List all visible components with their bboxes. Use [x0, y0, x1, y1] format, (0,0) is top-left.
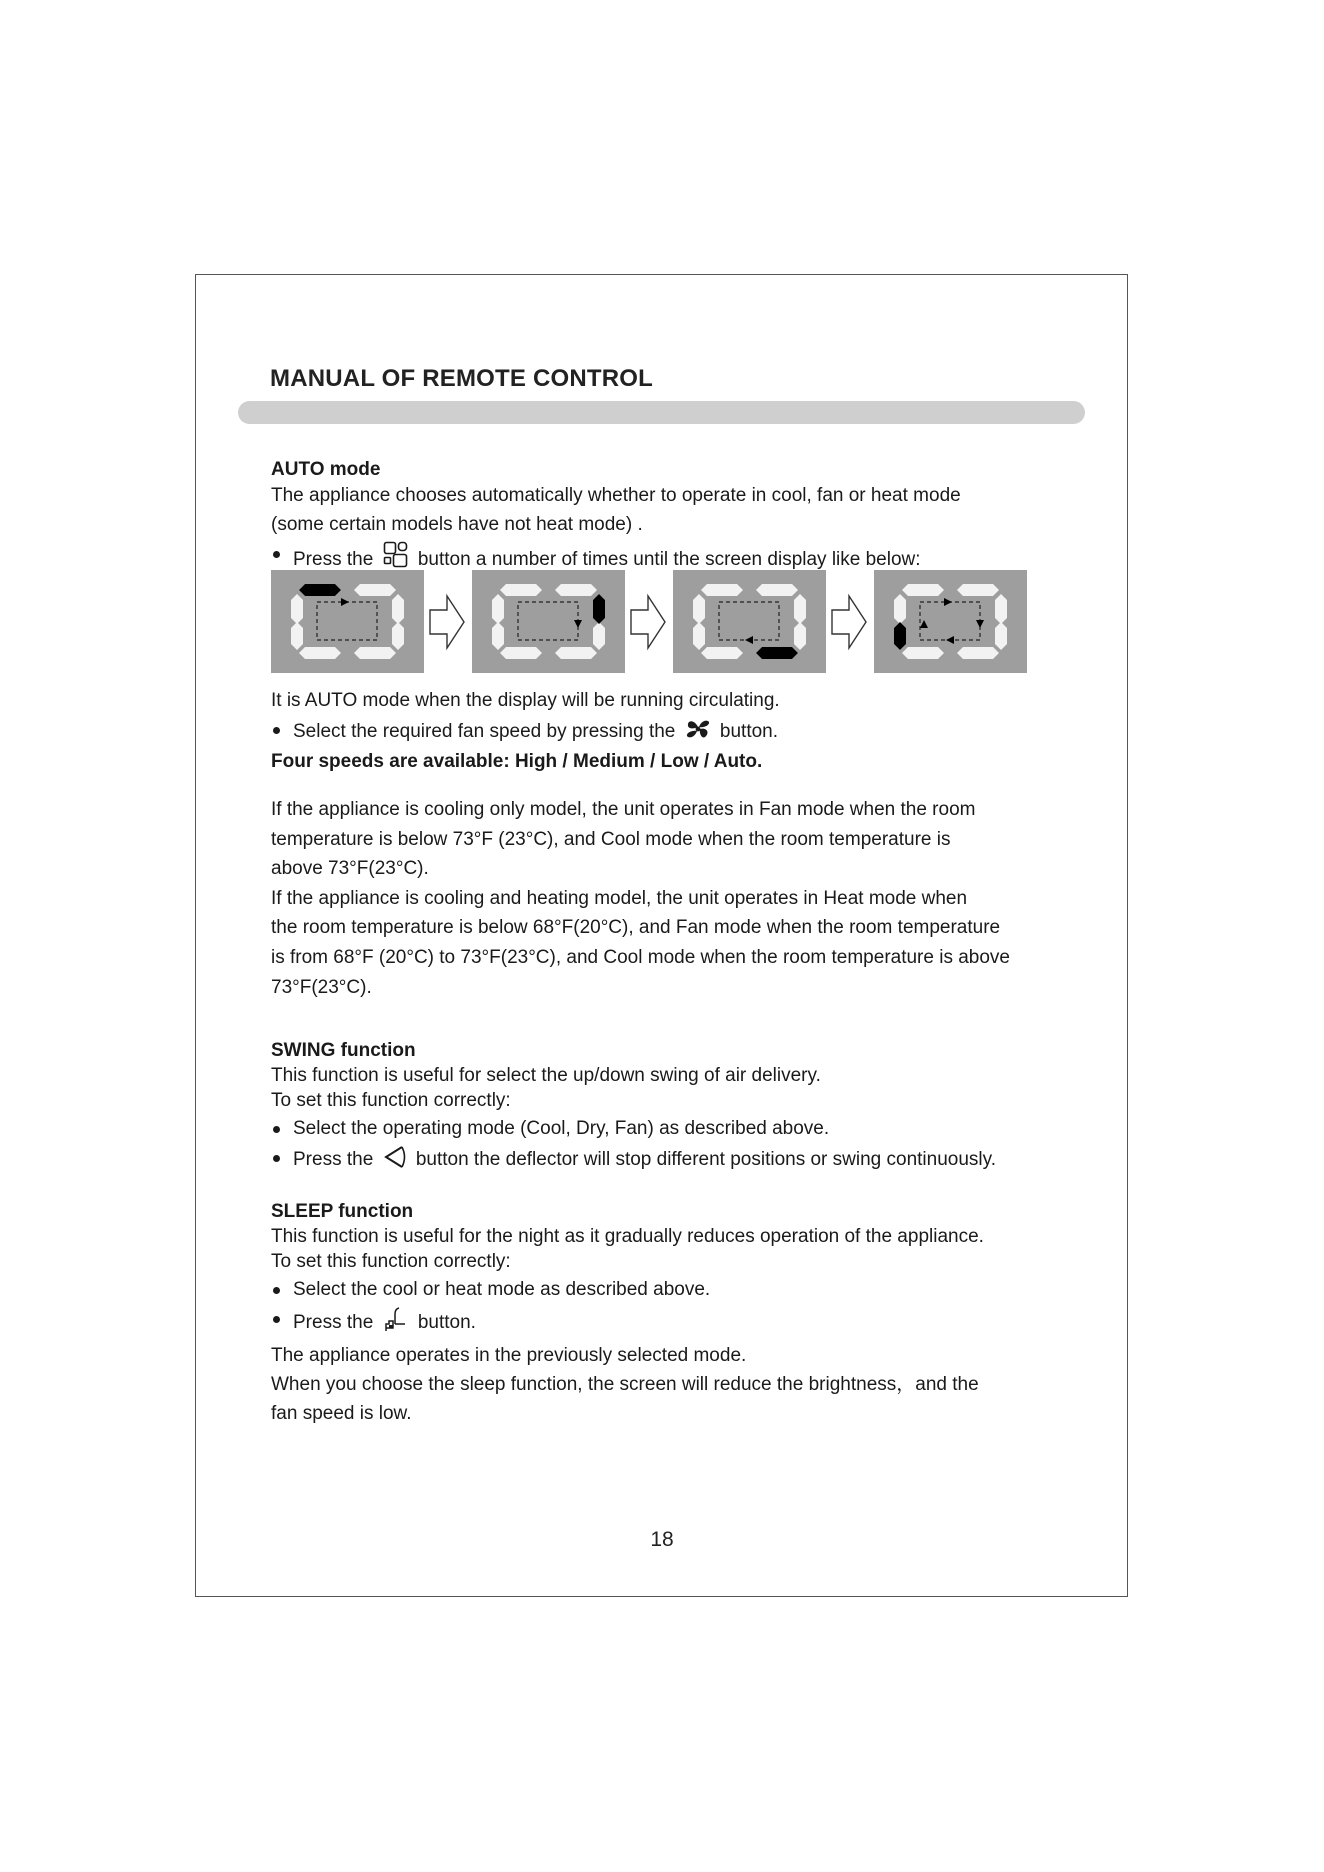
flow-arrow-2: [628, 592, 668, 652]
cooling-only-line-1: If the appliance is cooling only model, the unit operates in Fan mode when the room: [271, 799, 976, 820]
swing-bullet-1: [271, 1116, 1071, 1141]
fan-speed-text-pre: Select the required fan speed by pressing the: [293, 721, 676, 742]
fan-speed-text-post: button.: [719, 721, 779, 742]
sleep-icon: [383, 1306, 409, 1339]
flow-arrow-3: [829, 592, 869, 652]
auto-mode-section: [271, 457, 1071, 576]
swing-bullet-2: [271, 1145, 1071, 1176]
four-speeds-text: Four speeds are available: High / Medium / Low / Auto.: [271, 751, 763, 772]
flow-arrow-1: [427, 592, 467, 652]
sleep-bullet-2-text-pre: Press the: [293, 1312, 374, 1333]
swing-heading: SWING function: [271, 1040, 416, 1061]
auto-display-sequence: [271, 570, 1031, 674]
auto-press-text-pre: Press the: [293, 549, 374, 570]
page-title: MANUAL OF REMOTE CONTROL: [270, 365, 653, 392]
swing-section: [271, 1038, 1071, 1176]
sleep-section: [271, 1199, 1071, 1426]
auto-circulating-text: It is AUTO mode when the display will be running circulating.: [271, 690, 780, 711]
swing-line-2: To set this function correctly:: [271, 1090, 511, 1111]
sleep-bullet-1-text: Select the cool or heat mode as described above.: [293, 1279, 711, 1300]
display-frame-2: [472, 570, 625, 673]
display-frame-3: [673, 570, 826, 673]
swing-line-1: This function is useful for select the up/down swing of air delivery.: [271, 1065, 821, 1086]
sleep-line-3: The appliance operates in the previously selected mode.: [271, 1345, 747, 1366]
sleep-line-1: This function is useful for the night as it gradually reduces operation of the appliance.: [271, 1226, 984, 1247]
auto-mode-paragraphs: [271, 795, 1071, 1002]
auto-mode-details: [271, 688, 1071, 774]
fan-icon: [685, 717, 711, 748]
auto-mode-heading: AUTO mode: [271, 459, 381, 480]
sleep-line-2: To set this function correctly:: [271, 1251, 511, 1272]
swing-icon: [383, 1145, 407, 1176]
cooling-heating-line-1: If the appliance is cooling and heating model, the unit operates in Heat mode when: [271, 887, 968, 909]
page-number: 18: [650, 1528, 674, 1551]
sleep-bullet-1: [271, 1277, 1071, 1302]
sleep-bullet-2-text-post: button.: [417, 1312, 476, 1333]
cooling-only-line-3: above 73°F(23°C).: [271, 858, 429, 880]
sleep-line-4: When you choose the sleep function, the screen will reduce the brightness，and the: [271, 1374, 979, 1395]
swing-bullet-2-text-post: button the deflector will stop different positions or swing continuously.: [415, 1149, 997, 1170]
display-frame-4: [874, 570, 1027, 673]
title-underline-bar: [238, 401, 1085, 424]
display-frame-1: [271, 570, 424, 673]
swing-bullet-2-text-pre: Press the: [293, 1149, 374, 1170]
cooling-heating-line-3: is from 68°F (20°C) to 73°F(23°C), and Cool mode when the room temperature is above: [271, 946, 1010, 968]
sleep-bullet-2: [271, 1306, 1071, 1339]
fan-speed-bullet: [271, 717, 1071, 748]
sleep-heading: SLEEP function: [271, 1201, 414, 1222]
auto-mode-line-1: The appliance chooses automatically whether to operate in cool, fan or heat mode: [271, 485, 961, 506]
swing-bullet-1-text: Select the operating mode (Cool, Dry, Fan) as described above.: [293, 1118, 830, 1139]
cooling-heating-line-4: 73°F(23°C).: [271, 976, 372, 998]
auto-mode-line-2: (some certain models have not heat mode) .: [271, 514, 643, 535]
auto-press-text-post: button a number of times until the screen display like below:: [417, 549, 921, 570]
cooling-only-line-2: temperature is below 73°F (23°C), and Cool mode when the room temperature is: [271, 828, 951, 850]
sleep-line-5: fan speed is low.: [271, 1403, 412, 1424]
cooling-heating-line-2: the room temperature is below 68°F(20°C), and Fan mode when the room temperature: [271, 917, 1001, 939]
